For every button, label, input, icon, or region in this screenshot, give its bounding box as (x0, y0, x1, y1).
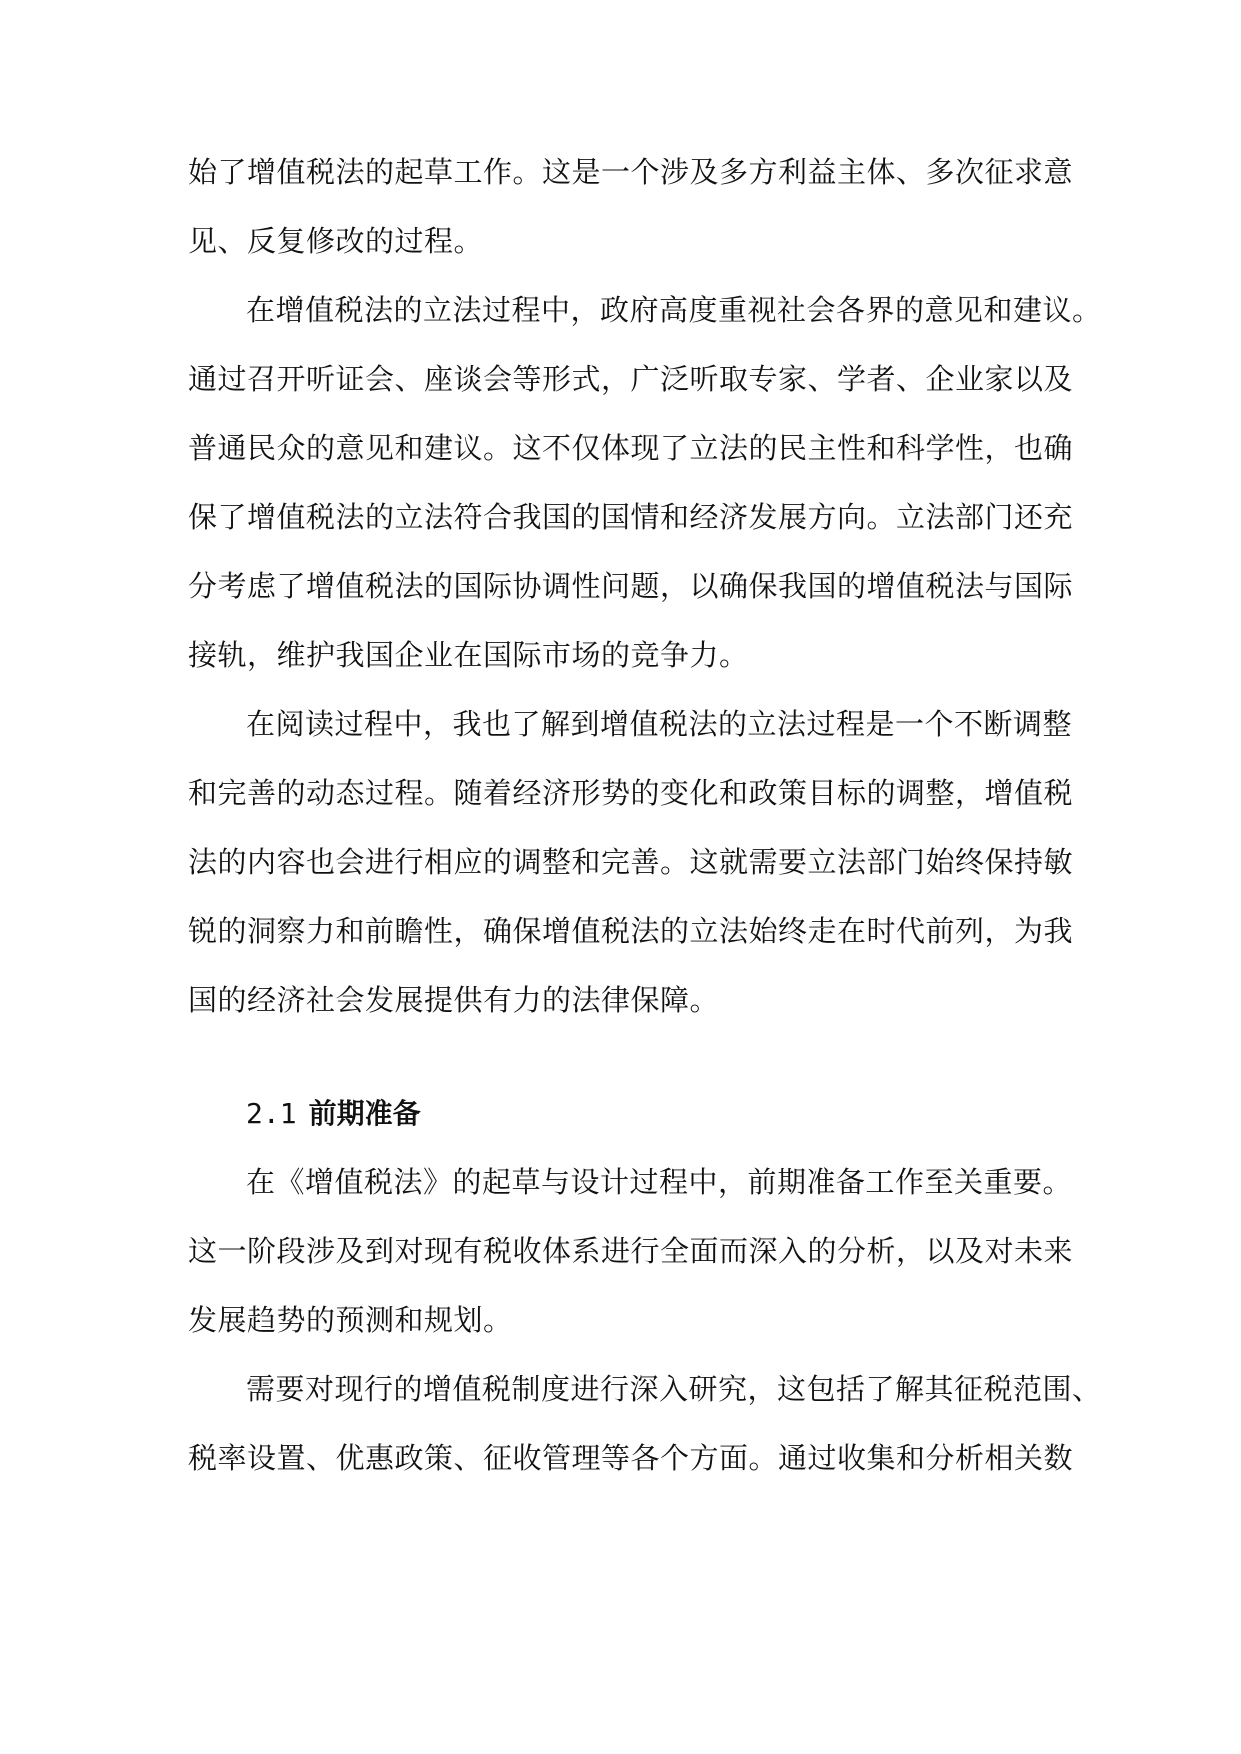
section-paragraph-2 (188, 1355, 1102, 1493)
paragraph-1 (188, 138, 1074, 276)
paragraph-line: 税率设置、优惠政策、征收管理等各个方面。通过收集和分析相关数 (188, 1441, 1074, 1475)
paragraph-line: 分考虑了增值税法的国际协调性问题，以确保我国的增值税法与国际 (188, 569, 1074, 603)
paragraph-line: 接轨，维护我国企业在国际市场的竞争力。 (188, 638, 749, 672)
paragraph-line: 在增值税法的立法过程中，政府高度重视社会各界的意见和建议。 (246, 293, 1102, 327)
paragraph-line: 见、反复修改的过程。 (188, 224, 484, 258)
paragraph-line: 和完善的动态过程。随着经济形势的变化和政策目标的调整，增值税 (188, 776, 1074, 810)
section-paragraph-1 (188, 1148, 1074, 1355)
section-heading (188, 1079, 1054, 1148)
paragraph-line: 在阅读过程中，我也了解到增值税法的立法过程是一个不断调整 (246, 707, 1073, 741)
paragraph-line: 锐的洞察力和前瞻性，确保增值税法的立法始终走在时代前列，为我 (188, 914, 1074, 948)
paragraph-line: 保了增值税法的立法符合我国的国情和经济发展方向。立法部门还充 (188, 500, 1074, 534)
paragraph-line: 法的内容也会进行相应的调整和完善。这就需要立法部门始终保持敏 (188, 845, 1074, 879)
paragraph-line: 发展趋势的预测和规划。 (188, 1303, 513, 1337)
document-page (188, 138, 1102, 1493)
paragraph-2 (188, 276, 1102, 690)
paragraph-line: 需要对现行的增值税制度进行深入研究，这包括了解其征税范围、 (246, 1372, 1102, 1406)
paragraph-line: 这一阶段涉及到对现有税收体系进行全面而深入的分析，以及对未来 (188, 1234, 1074, 1268)
paragraph-line: 国的经济社会发展提供有力的法律保障。 (188, 983, 720, 1017)
paragraph-line: 普通民众的意见和建议。这不仅体现了立法的民主性和科学性，也确 (188, 431, 1074, 465)
paragraph-line: 在《增值税法》的起草与设计过程中，前期准备工作至关重要。 (246, 1165, 1073, 1199)
section-number: 2.1 (246, 1097, 297, 1130)
section-title: 前期准备 (308, 1097, 421, 1130)
paragraph-line: 通过召开听证会、座谈会等形式，广泛听取专家、学者、企业家以及 (188, 362, 1074, 396)
paragraph-3 (188, 690, 1074, 1035)
paragraph-line: 始了增值税法的起草工作。这是一个涉及多方利益主体、多次征求意 (188, 155, 1074, 189)
